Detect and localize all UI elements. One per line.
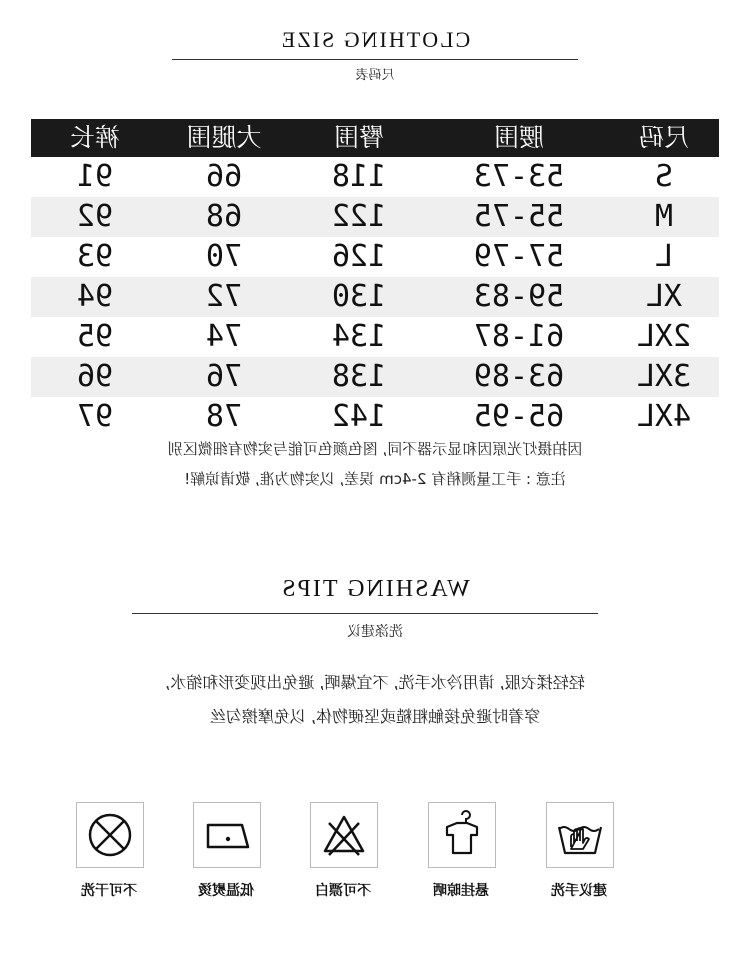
cell-size: L (654, 239, 674, 274)
size-title-divider (172, 59, 578, 60)
cell-hip: 122 (331, 199, 387, 234)
header-length: 裤长 (70, 123, 121, 152)
photo-color-note: 因拍摄灯光原因和显示器不同, 图色颜色可能与实物有细微区别 (167, 440, 583, 458)
no-bleach-label: 不可漂白 (315, 883, 371, 899)
header-hip: 臀围 (334, 123, 385, 152)
no-dry-clean-icon (76, 802, 144, 868)
header-waist: 腰围 (494, 123, 545, 152)
cell-waist: 59-83 (473, 279, 565, 314)
washing-section-title: WASHING TIPS (280, 576, 470, 602)
cell-thigh: 68 (205, 199, 243, 234)
cell-waist: 53-73 (473, 159, 565, 194)
cell-hip: 134 (331, 319, 387, 354)
no-dry-clean-label: 不可干洗 (81, 883, 137, 899)
washing-instruction-1: 轻轻揉衣服, 请用冷水手洗, 不宜爆晒, 避免出现变形和缩水, (165, 673, 585, 692)
cell-hip: 142 (331, 399, 387, 434)
cell-thigh: 78 (205, 399, 243, 434)
cell-waist: 57-79 (473, 239, 565, 274)
cell-waist: 61-87 (473, 319, 565, 354)
cell-size: S (654, 159, 674, 194)
cell-size: XL (645, 279, 683, 314)
table-row (31, 197, 719, 237)
cell-size: M (654, 199, 674, 234)
size-table (31, 119, 719, 437)
low-iron-label: 低温熨烫 (198, 883, 254, 899)
table-row (31, 317, 719, 357)
cell-length: 96 (76, 359, 114, 394)
cell-length: 92 (76, 199, 114, 234)
cell-thigh: 70 (205, 239, 243, 274)
size-section-subtitle: 尺码表 (355, 68, 395, 83)
washing-instruction-2: 穿着时避免接触粗糙或坚硬物体, 以免摩擦勾丝 (209, 707, 541, 726)
cell-hip: 118 (331, 159, 387, 194)
cell-size: 4XL (636, 399, 692, 434)
hang-dry-label: 悬挂晾晒 (433, 883, 489, 899)
washing-title-divider (132, 613, 598, 614)
cell-thigh: 72 (205, 279, 243, 314)
cell-size: 2XL (636, 319, 692, 354)
size-table-header (31, 119, 719, 157)
table-row (31, 277, 719, 317)
cell-thigh: 76 (205, 359, 243, 394)
table-row (31, 357, 719, 397)
table-row (31, 237, 719, 277)
header-size: 尺码 (639, 123, 690, 152)
table-row (31, 397, 719, 437)
cell-waist: 65-95 (473, 399, 565, 434)
cell-length: 97 (76, 399, 114, 434)
cell-thigh: 66 (205, 159, 243, 194)
cell-waist: 55-75 (473, 199, 565, 234)
cell-size: 3XL (636, 359, 692, 394)
header-thigh: 大腿围 (186, 123, 262, 152)
no-bleach-icon (310, 802, 378, 868)
cell-hip: 130 (331, 279, 387, 314)
measurement-note: 注意 : 手工量测稍有 2-4cm 误差, 以实物为准, 敬请谅解! (184, 470, 566, 488)
cell-hip: 138 (331, 359, 387, 394)
hand-wash-label: 建议手洗 (551, 883, 607, 899)
washing-section-subtitle: 洗涤建议 (347, 624, 403, 640)
cell-length: 91 (76, 159, 114, 194)
size-section-title: CLOTHING SIZE (279, 27, 471, 52)
cell-waist: 63-89 (473, 359, 565, 394)
table-row (31, 157, 719, 197)
cell-length: 94 (76, 279, 114, 314)
cell-hip: 126 (331, 239, 387, 274)
cell-length: 93 (76, 239, 114, 274)
hand-wash-icon (546, 802, 614, 868)
hang-dry-icon (428, 802, 496, 868)
cell-length: 95 (76, 319, 114, 354)
low-iron-icon (193, 802, 261, 868)
cell-thigh: 74 (205, 319, 243, 354)
